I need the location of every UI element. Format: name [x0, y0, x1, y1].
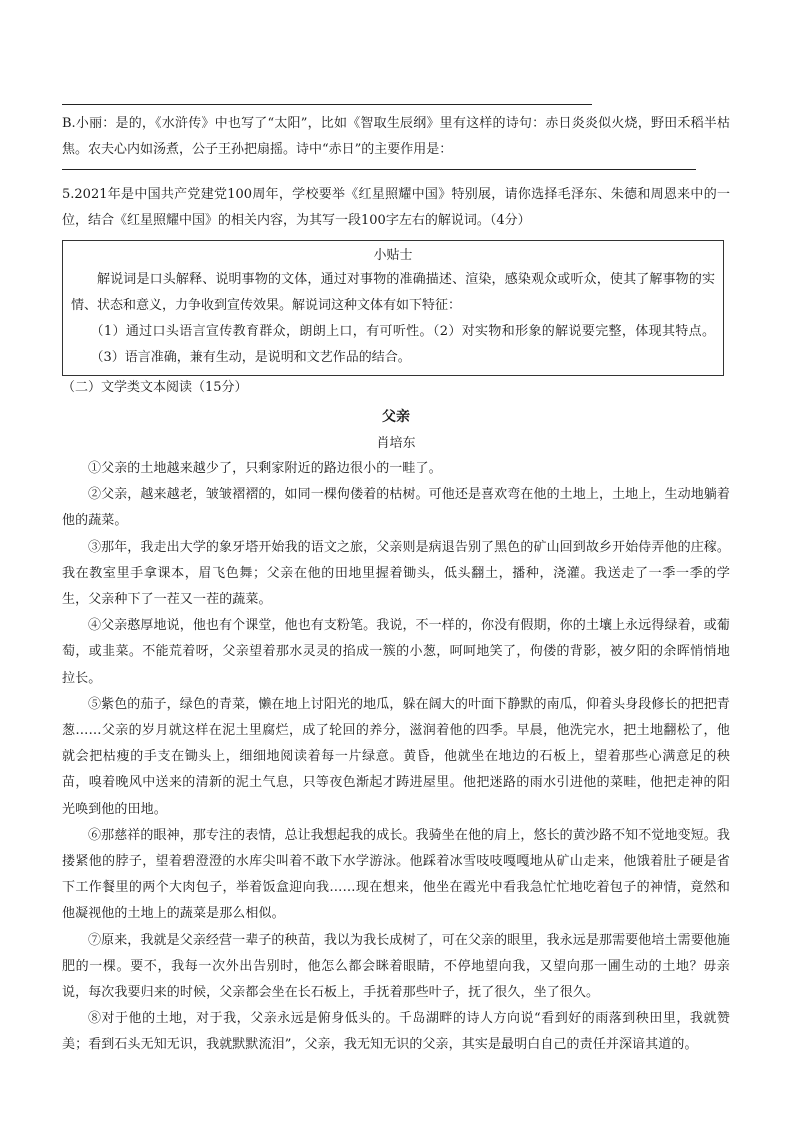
article-paragraph: ⑧对于他的土地，对于我，父亲永远是俯身低头的。千岛湖畔的诗人方向说“看到好的雨落到秧田里，我就赞美；看到石头无知无识，我就默默流泪”，父亲，我无知无识的父亲，其实是最明白自己的责任并深谙其道的。 — [62, 1011, 730, 1053]
article-paragraph: ③那年，我走出大学的象牙塔开始我的语文之旅，父亲则是病退告别了黑色的矿山回到故乡开始侍弄他的庄稼。我在教室里手拿课本，眉飞色舞；父亲在他的田地里握着锄头，低头翻土，播种，浇灌。我送走了一季一季的学生，父亲种下了一茬又一茬的蔬菜。 — [62, 539, 730, 608]
question-5: 5.2021年是中国共产党建党100周年，学校要举《红星照耀中国》特别展，请你选择毛泽东、朱德和周恩来中的一位，结合《红星照耀中国》的相关内容，为其写一段100字左右的解说词。（4分） — [62, 187, 730, 228]
section-heading: （二）文学类文本阅读（15分） — [62, 380, 248, 395]
tip-box-paragraph: （1）通过口头语言宣传教育群众，朗朗上口，有可听性。（2）对实物和形象的解说要完整，体现其特点。（3）语言准确，兼有生动，是说明和文艺作品的结合。 — [90, 324, 715, 365]
article-paragraph: ⑦原来，我就是父亲经营一辈子的秧苗，我以为我长成树了，可在父亲的眼里，我永远是那需要他培土需要他施肥的一棵。要不，我每一次外出告别时，他怎么都会眯着眼睛，不停地望向我，又望向那一圃生动的土地？毋亲说，每次我要归来的时候，父亲都会坐在长石板上，手抚着那些叶子，抚了很久，坐了很久。 — [62, 932, 730, 1001]
tip-box — [62, 240, 724, 376]
article-paragraph: ⑤紫色的茄子，绿色的青菜，懒在地上讨阳光的地瓜，躲在阔大的叶面下静默的南瓜，仰着头身段修长的把把青葱……父亲的岁月就这样在泥土里腐烂，成了轮回的养分，滋润着他的四季。早晨，他洗完水，把土地翻松了，他就会把枯瘦的手支在锄头上，细细地阅读着每一片绿意。黄昏，他就坐在地边的石板上，望着那些心满意足的秧苗，嗅着晚风中送来的清新的泥土气息，只等夜色渐起才踌进屋里。他把迷路的雨水引进他的菜畦，他把走神的阳光唤到他的田地。 — [62, 696, 730, 817]
question-4b: B.小丽：是的，《水浒传》中也写了“太阳”，比如《智取生辰纲》里有这样的诗句：赤日炎炎似火烧，野田禾稻半枯焦。农夫心内如汤煮，公子王孙把扇摇。诗中“赤日”的主要作用是： — [62, 116, 730, 157]
article-paragraph: ⑥那慈祥的眼神，那专注的表情，总让我想起我的成长。我骑坐在他的肩上，悠长的黄沙路不知不觉地变短。我搂紧他的脖子，望着碧澄澄的水库尖叫着不敢下水学游泳。他踩着冰雪吱吱嘎嘎地从矿山走来，他饿着肚子硬是省下工作餐里的两个大肉包子，举着饭盒迎向我……现在想来，他坐在霞光中看我急忙忙地吃着包子的神情，竟然和他凝视他的土地上的蔬菜是那么相似。 — [62, 827, 730, 922]
answer-line — [62, 169, 696, 170]
article-paragraph: ①父亲的土地越来越少了，只剩家附近的路边很小的一畦了。 — [88, 461, 442, 476]
article-body — [62, 456, 730, 1059]
article-paragraph: ②父亲，越来越老，皱皱褶褶的，如同一棵佝偻着的枯树。可他还是喜欢弯在他的土地上，土地上，生动地躺着他的蔬菜。 — [62, 487, 730, 529]
answer-line — [62, 104, 592, 105]
exam-page — [62, 90, 730, 1059]
tip-box-paragraph: 解说词是口头解释、说明事物的文体，通过对事物的准确描述、渲染，感染观众或听众，使其了解事物的实情、状态和意义，力争收到宣传效果。解说词这种文体有如下特征： — [71, 272, 715, 313]
article-paragraph: ④父亲憨厚地说，他也有个课堂，他也有支粉笔。我说，不一样的，你没有假期，你的土壤上永远得绿着，或葡萄，或韭菜。不能荒着呀，父亲望着那水灵灵的掐成一簇的小葱，呵呵地笑了，佝偻的背影，被夕阳的余晖悄悄地拉长。 — [62, 618, 730, 686]
article-title: 父亲 — [382, 409, 410, 425]
article-author: 肖培东 — [376, 436, 416, 451]
tip-box-title: 小贴士 — [373, 248, 413, 263]
